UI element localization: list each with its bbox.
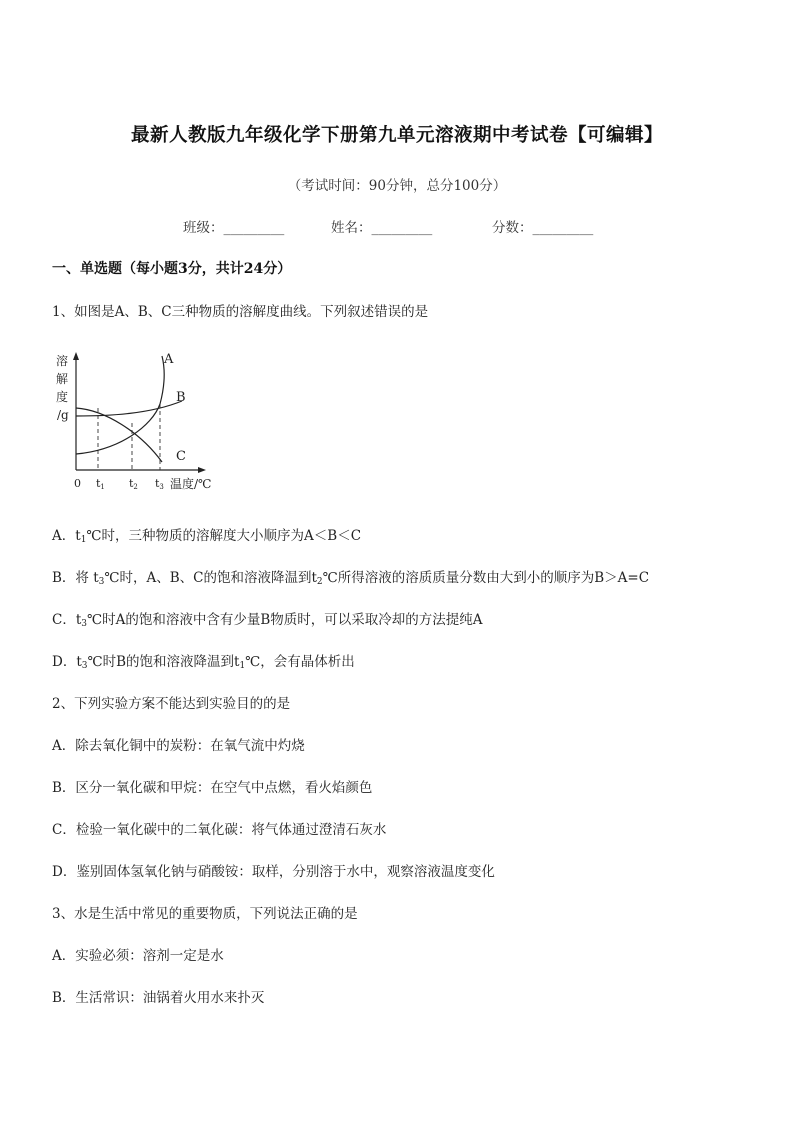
curve-b bbox=[76, 401, 182, 416]
curve-a bbox=[76, 356, 164, 454]
curve-b-label: B bbox=[176, 390, 186, 405]
t3-label: t3 bbox=[155, 477, 164, 491]
question-2-option-c: C．检验一氧化碳中的二氧化碳：将气体通过澄清石灰水 bbox=[52, 822, 387, 838]
origin-label: 0 bbox=[74, 477, 81, 490]
y-label-unit: /g bbox=[57, 408, 69, 422]
question-2-option-d: D．鉴别固体氢氧化钠与硝酸铵：取样，分别溶于水中，观察溶液温度变化 bbox=[52, 864, 495, 880]
x-axis-arrow bbox=[198, 467, 206, 473]
question-1-option-b: B．将 $t_3℃$时，A、B、C的饱和溶液降温到$t_2℃$所得溶液的溶质质量分数由大到小的顺序为B＞A=C bbox=[52, 570, 650, 587]
exam-info: （考试时间：90分钟，总分100分） bbox=[287, 178, 507, 194]
question-1-stem: 1、如图是A、B、C三种物质的溶解度曲线。下列叙述错误的是 bbox=[52, 304, 429, 320]
x-axis-label: 温度/℃ bbox=[170, 477, 212, 491]
y-label-char-1: 溶 bbox=[56, 354, 69, 368]
question-1-option-c: C．$t_3℃$时A的饱和溶液中含有少量B物质时，可以采取冷却的方法提纯A bbox=[52, 612, 483, 629]
curve-a-label: A bbox=[164, 352, 174, 367]
question-3-option-b: B．生活常识：油锅着火用水来扑灭 bbox=[52, 990, 265, 1006]
t2-label: t2 bbox=[129, 477, 138, 491]
score-field: 分数：_________ bbox=[492, 220, 594, 236]
question-2-stem: 2、下列实验方案不能达到实验目的的是 bbox=[52, 696, 291, 712]
question-1-option-a: A．$t_1℃$时，三种物质的溶解度大小顺序为A＜B＜C bbox=[52, 528, 362, 545]
name-field: 姓名：_________ bbox=[331, 220, 433, 236]
question-2-option-a: A．除去氧化铜中的炭粉：在氧气流中灼烧 bbox=[52, 738, 305, 754]
question-3-stem: 3、水是生活中常见的重要物质，下列说法正确的是 bbox=[52, 906, 358, 922]
y-label-char-2: 解 bbox=[56, 372, 69, 386]
curve-c-label: C bbox=[176, 449, 186, 464]
section-heading: 一、单选题（每小题3分，共计24分） bbox=[52, 261, 292, 277]
question-3-option-a: A．实验必须：溶剂一定是水 bbox=[52, 948, 224, 964]
page-title: 最新人教版九年级化学下册第九单元溶液期中考试卷【可编辑】 bbox=[130, 125, 663, 146]
class-field: 班级：_________ bbox=[183, 220, 285, 236]
question-2-option-b: B．区分一氧化碳和甲烷：在空气中点燃，看火焰颜色 bbox=[52, 780, 373, 796]
t1-label: t1 bbox=[96, 477, 105, 491]
question-1-option-d: D．$t_3℃$时B的饱和溶液降温到$t_1℃$，会有晶体析出 bbox=[52, 654, 355, 671]
solubility-curve-graph bbox=[50, 344, 230, 496]
y-label-char-3: 度 bbox=[56, 390, 69, 404]
y-axis-arrow bbox=[73, 352, 79, 360]
